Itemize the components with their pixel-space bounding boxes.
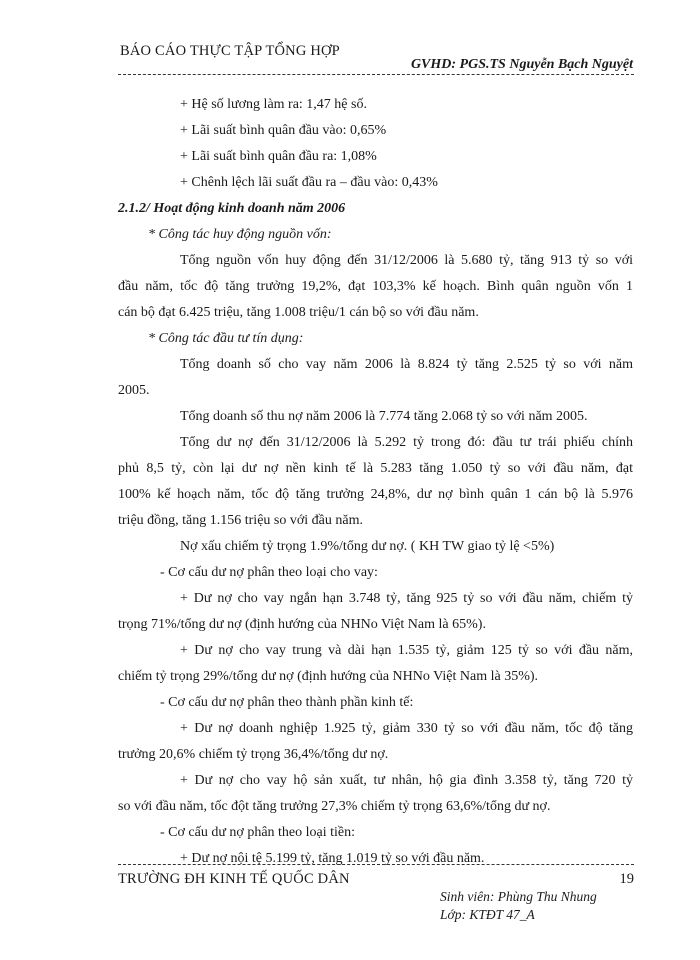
paragraph-line: + Lãi suất bình quân đầu vào: 0,65% bbox=[180, 123, 387, 138]
paragraph-line: trưởng 20,6% chiếm tỷ trọng 36,4%/tổng dư nợ. bbox=[118, 747, 389, 762]
paragraph-line: + Dư nợ cho vay hộ sản xuất, tư nhân, hộ gia đình 3.358 tỷ, tăng 720 tỷ bbox=[180, 773, 633, 788]
paragraph-line: + Hệ số lương làm ra: 1,47 hệ số. bbox=[180, 97, 367, 112]
paragraph-line: Tổng doanh số cho vay năm 2006 là 8.824 tỷ tăng 2.525 tỷ so với năm bbox=[180, 357, 633, 372]
paragraph-line: Tổng nguồn vốn huy động đến 31/12/2006 là 5.680 tỷ, tăng 913 tỷ so với bbox=[180, 253, 633, 268]
student-name: Sinh viên: Phùng Thu Nhung bbox=[440, 889, 597, 904]
paragraph-line: trọng 71%/tổng dư nợ (định hướng của NHNo Việt Nam là 65%). bbox=[118, 617, 486, 632]
paragraph-line: so với đầu năm, tốc đột tăng trưởng 27,3% chiếm tỷ trọng 63,6%/tổng dư nợ. bbox=[118, 799, 551, 814]
paragraph-line: + Dư nợ doanh nghiệp 1.925 tỷ, giảm 330 tỷ so với đầu năm, tốc độ tăng bbox=[180, 721, 633, 736]
subsection-heading: * Công tác huy động nguồn vốn: bbox=[148, 227, 332, 242]
paragraph-line: triệu đồng, tăng 1.156 triệu so với đầu năm. bbox=[118, 513, 363, 528]
header-divider bbox=[118, 74, 634, 75]
paragraph-line: + Dư nợ cho vay ngắn hạn 3.748 tỷ, tăng 925 tỷ so với đầu năm, chiếm tỷ bbox=[180, 591, 633, 606]
subsection-heading: * Công tác đầu tư tín dụng: bbox=[148, 331, 304, 346]
paragraph-line: + Lãi suất bình quân đầu ra: 1,08% bbox=[180, 149, 377, 164]
paragraph-line: đầu năm, tốc độ tăng trưởng 19,2%, đạt 103,3% kế hoạch. Bình quân nguồn vốn 1 bbox=[118, 279, 633, 294]
report-title: BÁO CÁO THỰC TẬP TỔNG HỢP bbox=[120, 43, 340, 59]
student-info bbox=[440, 888, 597, 924]
supervisor-label: GVHD: PGS.TS Nguyễn Bạch Nguyệt bbox=[410, 57, 633, 72]
paragraph-line: Nợ xấu chiếm tỷ trọng 1.9%/tổng dư nợ. ( KH TW giao tỷ lệ <5%) bbox=[180, 539, 555, 554]
paragraph-line: phủ 8,5 tỷ, còn lại dư nợ nền kinh tế là 5.283 tăng 1.050 tỷ so với đầu năm, đạt bbox=[118, 461, 633, 476]
paragraph-line: + Dư nợ cho vay trung và dài hạn 1.535 tỷ, giảm 125 tỷ so với đầu năm, bbox=[180, 643, 633, 658]
footer-divider bbox=[118, 864, 634, 865]
paragraph-line: Tổng dư nợ đến 31/12/2006 là 5.292 tỷ trong đó: đầu tư trái phiếu chính bbox=[180, 435, 633, 450]
paragraph-line: 2005. bbox=[118, 383, 150, 398]
paragraph-line: chiếm tỷ trọng 29%/tổng dư nợ (định hướng của NHNo Việt Nam là 35%). bbox=[118, 669, 539, 684]
list-heading: - Cơ cấu dư nợ phân theo thành phần kinh tế: bbox=[160, 695, 414, 710]
paragraph-line: + Dư nợ nội tệ 5.199 tỷ, tăng 1.019 tỷ so với đầu năm. bbox=[180, 851, 485, 866]
section-heading: 2.1.2/ Hoạt động kinh doanh năm 2006 bbox=[118, 201, 346, 216]
page-number: 19 bbox=[619, 871, 634, 887]
student-class: Lớp: KTĐT 47_A bbox=[440, 907, 535, 922]
paragraph-line: cán bộ đạt 6.425 triệu, tăng 1.008 triệu/1 cán bộ so với đầu năm. bbox=[118, 305, 479, 320]
paragraph-line: + Chênh lệch lãi suất đầu ra – đầu vào: 0,43% bbox=[180, 175, 438, 190]
paragraph-line: Tổng doanh số thu nợ năm 2006 là 7.774 tăng 2.068 tỷ so với năm 2005. bbox=[180, 409, 588, 424]
list-heading: - Cơ cấu dư nợ phân theo loại tiền: bbox=[160, 825, 356, 840]
school-name: TRƯỜNG ĐH KINH TẾ QUỐC DÂN bbox=[118, 871, 350, 887]
paragraph-line: 100% kế hoạch năm, tốc độ tăng trưởng 24,8%, dư nợ bình quân 1 cán bộ là 5.976 bbox=[118, 487, 633, 502]
list-heading: - Cơ cấu dư nợ phân theo loại cho vay: bbox=[160, 565, 378, 580]
